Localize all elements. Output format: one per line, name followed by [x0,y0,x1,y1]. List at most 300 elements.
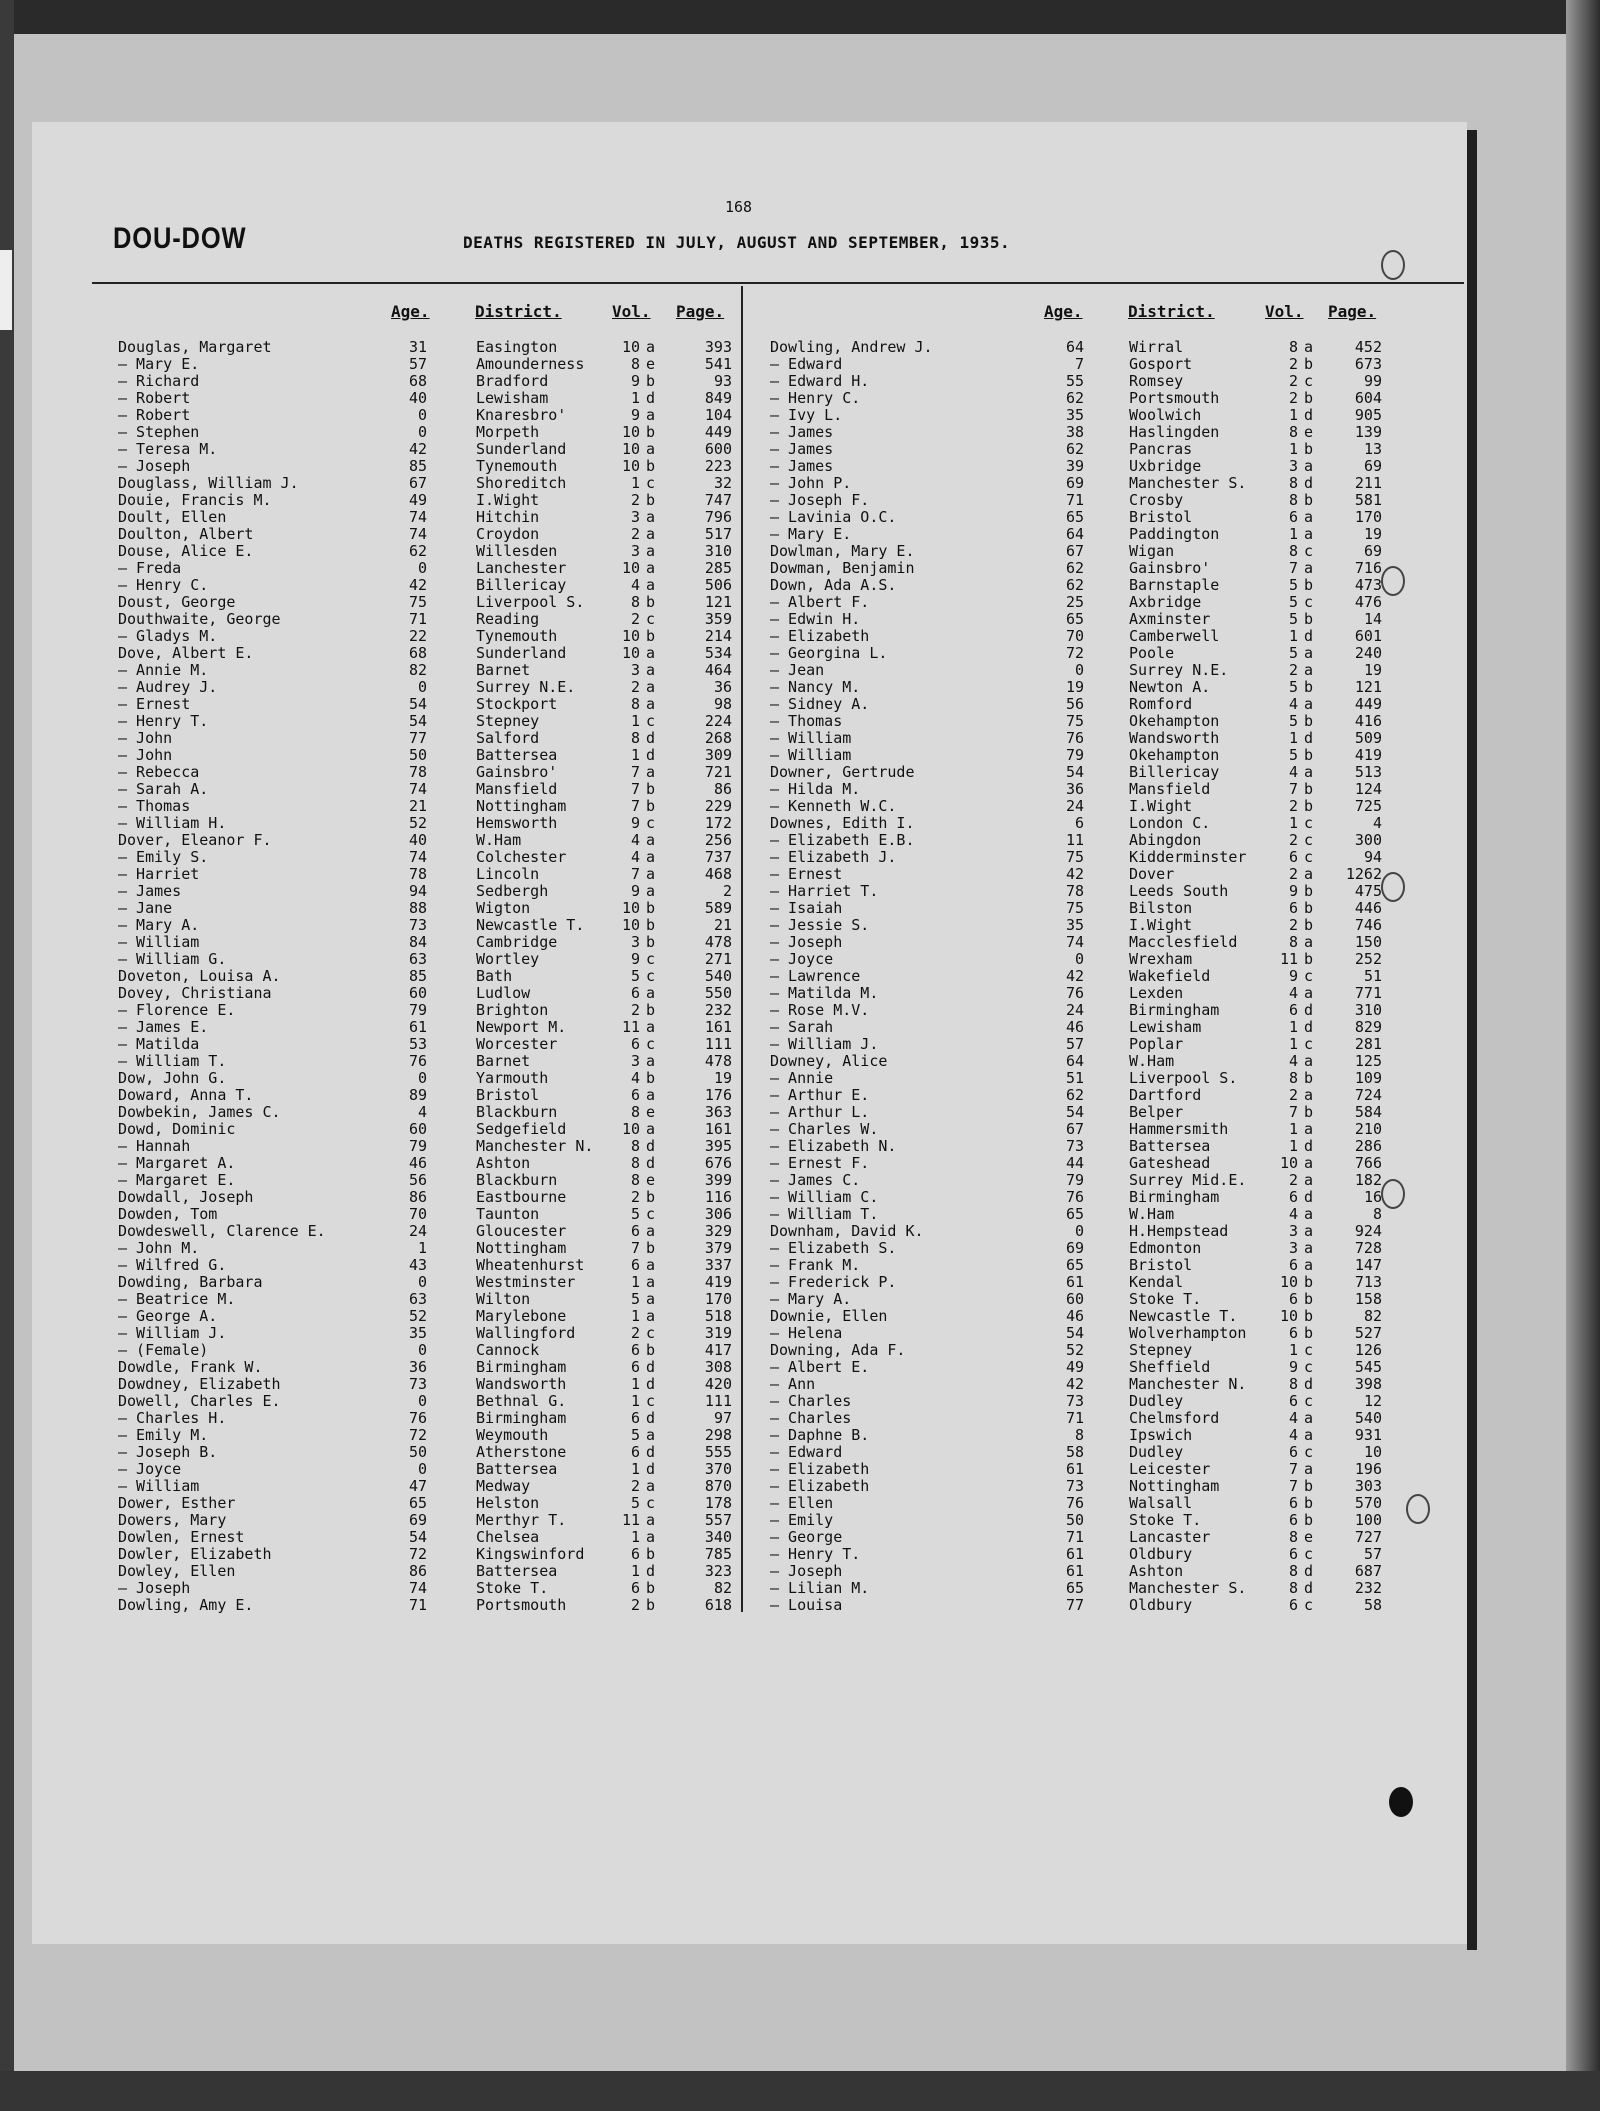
entry-page: 395 [704,1137,732,1155]
entry-volume: 8 [630,729,640,747]
register-entry [118,678,738,695]
index-code: DOU-DOW [113,222,247,255]
entry-age: 35 [1065,916,1084,934]
entry-page: 419 [1354,746,1382,764]
entry-volume: 10 [621,440,640,458]
entry-volume: 4 [630,1069,640,1087]
entry-age: 42 [408,576,427,594]
entry-name: — Emily S. [118,848,209,866]
entry-volume: 3 [630,508,640,526]
entry-name: — Matilda M. [770,984,879,1002]
entry-name: — James C. [770,1171,861,1189]
entry-age: 75 [1065,848,1084,866]
register-entry [770,610,1400,627]
entry-name: — Ivy L. [770,406,843,424]
entry-name: — William [118,1477,200,1495]
entry-age: 72 [408,1545,427,1563]
register-entry [770,508,1400,525]
register-entry [118,797,738,814]
register-entry [770,933,1400,950]
column-divider [741,286,743,1612]
entry-page: 268 [704,729,732,747]
entry-name: Dowell, Charles E. [118,1392,281,1410]
entry-age: 62 [1065,559,1084,577]
entry-age: 71 [1065,1409,1084,1427]
entry-name: — Mary A. [770,1290,852,1308]
register-entry [118,1273,738,1290]
entry-age: 68 [408,372,427,390]
entry-age: 67 [1065,542,1084,560]
entry-district: Poplar [1129,1035,1184,1053]
register-entry [770,1307,1400,1324]
entry-name: — Joseph F. [770,491,870,509]
entry-name: Downes, Edith I. [770,814,915,832]
entry-volume-section: d [1304,1579,1314,1597]
entry-page: 82 [713,1579,732,1597]
entry-volume: 10 [621,559,640,577]
entry-volume-section: b [1304,1494,1314,1512]
register-entry [770,848,1400,865]
entry-page: 527 [1354,1324,1382,1342]
entry-district: Newton A. [1129,678,1211,696]
entry-volume-section: a [646,1477,656,1495]
entry-age: 44 [1065,1154,1084,1172]
entry-page: 540 [1354,1409,1382,1427]
entry-name: — Charles H. [118,1409,227,1427]
entry-name: — Edward [770,1443,843,1461]
register-entry [770,1137,1400,1154]
entry-volume: 4 [1288,1205,1298,1223]
entry-age: 76 [1065,1494,1084,1512]
entry-age: 54 [1065,1103,1084,1121]
entry-volume: 1 [630,746,640,764]
entry-volume: 8 [1288,338,1298,356]
entry-district: Newcastle T. [1129,1307,1238,1325]
entry-volume: 2 [630,678,640,696]
entry-volume-section: a [646,984,656,1002]
register-entry [118,1443,738,1460]
entry-volume-section: a [1304,1239,1314,1257]
scan-bottom-edge [0,2071,1600,2111]
entry-name: — Frank M. [770,1256,861,1274]
entry-volume-section: b [646,372,656,390]
entry-name: — Charles W. [770,1120,879,1138]
entry-page: 214 [704,627,732,645]
entry-name: — Arthur L. [770,1103,870,1121]
entry-district: Bristol [1129,1256,1193,1274]
entry-age: 75 [408,593,427,611]
entry-name: — Elizabeth [770,1460,870,1478]
entry-volume: 3 [630,542,640,560]
entry-age: 54 [1065,763,1084,781]
entry-name: — Ernest F. [770,1154,870,1172]
entry-age: 58 [1065,1443,1084,1461]
register-entry [118,916,738,933]
register-entry [770,338,1400,355]
entry-page: 19 [1363,525,1382,543]
entry-volume-section: a [646,661,656,679]
entry-name: — Mary A. [118,916,200,934]
entry-volume: 1 [1288,1341,1298,1359]
entry-name: — Albert E. [770,1358,870,1376]
entry-district: Mansfield [476,780,558,798]
entry-page: 104 [704,406,732,424]
entry-page: 10 [1363,1443,1382,1461]
entry-age: 11 [1065,831,1084,849]
entry-volume-section: d [646,1154,656,1172]
entry-page: 147 [1354,1256,1382,1274]
entry-volume: 1 [630,1460,640,1478]
entry-district: Marylebone [476,1307,567,1325]
entry-page: 286 [1354,1137,1382,1155]
entry-page: 589 [704,899,732,917]
entry-volume: 7 [1288,559,1298,577]
entry-age: 50 [408,746,427,764]
entry-district: Wheatenhurst [476,1256,585,1274]
register-entry [118,1596,738,1613]
right-column [770,338,1400,1613]
entry-volume-section: b [646,1341,656,1359]
entry-name: Doulton, Albert [118,525,254,543]
register-entry [770,1103,1400,1120]
register-entry [770,627,1400,644]
register-entry [770,559,1400,576]
register-entry [770,1596,1400,1613]
entry-district: Sedbergh [476,882,549,900]
entry-age: 0 [417,1392,427,1410]
entry-volume: 2 [630,1001,640,1019]
entry-district: Ludlow [476,984,531,1002]
entry-volume: 6 [630,1086,640,1104]
entry-volume-section: a [646,1120,656,1138]
entry-district: Helston [476,1494,540,1512]
register-entry [118,644,738,661]
entry-name: — Edwin H. [770,610,861,628]
entry-volume: 5 [1288,593,1298,611]
entry-name: — Elizabeth N. [770,1137,897,1155]
entry-volume: 2 [630,610,640,628]
entry-volume-section: e [1304,1528,1314,1546]
entry-volume-section: a [646,1086,656,1104]
entry-district: Crosby [1129,491,1184,509]
entry-volume-section: b [1304,491,1314,509]
entry-district: Okehampton [1129,712,1220,730]
entry-volume: 6 [1288,899,1298,917]
entry-age: 0 [417,559,427,577]
entry-volume-section: b [646,780,656,798]
entry-name: — Elizabeth S. [770,1239,897,1257]
entry-volume-section: c [646,967,656,985]
entry-name: — Elizabeth J. [770,848,897,866]
entry-name: — Richard [118,372,200,390]
entry-age: 69 [1065,474,1084,492]
entry-age: 65 [1065,610,1084,628]
register-entry [770,1001,1400,1018]
entry-volume: 2 [630,491,640,509]
entry-name: — Lawrence [770,967,861,985]
entry-name: Douie, Francis M. [118,491,272,509]
entry-age: 56 [1065,695,1084,713]
entry-volume: 9 [1288,967,1298,985]
entry-name: — Kenneth W.C. [770,797,897,815]
entry-volume: 7 [1288,1103,1298,1121]
entry-district: Dartford [1129,1086,1202,1104]
entry-age: 57 [408,355,427,373]
entry-page: 178 [704,1494,732,1512]
entry-name: — William J. [118,1324,227,1342]
entry-volume: 2 [1288,1086,1298,1104]
entry-volume: 3 [630,661,640,679]
entry-district: Uxbridge [1129,457,1202,475]
entry-age: 60 [1065,1290,1084,1308]
entry-volume: 1 [630,1375,640,1393]
entry-page: 393 [704,338,732,356]
entry-volume: 6 [1288,1188,1298,1206]
register-entry [118,593,738,610]
entry-page: 545 [1354,1358,1382,1376]
entry-volume-section: d [646,746,656,764]
register-entry [118,848,738,865]
register-entry [118,1154,738,1171]
entry-page: 13 [1363,440,1382,458]
entry-volume: 4 [1288,984,1298,1002]
entry-name: — James E. [118,1018,209,1036]
entry-district: Romsey [1129,372,1184,390]
entry-age: 0 [417,1460,427,1478]
register-entry [118,1035,738,1052]
entry-district: Poole [1129,644,1175,662]
entry-volume: 8 [630,1103,640,1121]
register-entry [770,695,1400,712]
entry-name: — Henry T. [118,712,209,730]
entry-volume-section: d [646,1358,656,1376]
entry-name: Dowdle, Frank W. [118,1358,263,1376]
entry-page: 329 [704,1222,732,1240]
entry-name: — George A. [118,1307,218,1325]
entry-volume: 2 [630,1477,640,1495]
entry-page: 766 [1354,1154,1382,1172]
entry-district: Tynemouth [476,627,558,645]
entry-name: — John M. [118,1239,200,1257]
entry-volume-section: c [646,950,656,968]
entry-volume-section: b [1304,1307,1314,1325]
entry-name: — Joseph [118,457,191,475]
entry-district: Reading [476,610,540,628]
entry-age: 35 [408,1324,427,1342]
entry-volume-section: c [1304,1443,1314,1461]
entry-district: Atherstone [476,1443,567,1461]
entry-age: 0 [417,406,427,424]
entry-name: Doust, George [118,593,236,611]
entry-page: 93 [713,372,732,390]
entry-page: 1262 [1345,865,1382,883]
entry-age: 84 [408,933,427,951]
entry-page: 8 [1372,1205,1382,1223]
register-entry [770,1188,1400,1205]
register-entry [770,1018,1400,1035]
entry-volume: 10 [621,1120,640,1138]
entry-name: — Annie M. [118,661,209,679]
entry-page: 473 [1354,576,1382,594]
register-entry [118,491,738,508]
header-rule [92,282,1464,284]
entry-age: 1 [417,1239,427,1257]
entry-volume: 9 [630,372,640,390]
entry-name: — John P. [770,474,852,492]
entry-volume: 8 [630,355,640,373]
entry-volume: 1 [1288,406,1298,424]
register-entry [770,542,1400,559]
entry-volume-section: a [646,1426,656,1444]
entry-district: Merthyr T. [476,1511,567,1529]
entry-age: 64 [1065,525,1084,543]
entry-volume: 8 [1288,491,1298,509]
entry-volume: 8 [1288,474,1298,492]
entry-volume: 8 [630,1154,640,1172]
entry-age: 77 [1065,1596,1084,1614]
entry-volume: 5 [1288,610,1298,628]
entry-volume-section: a [1304,559,1314,577]
entry-volume-section: b [1304,712,1314,730]
entry-volume: 2 [1288,865,1298,883]
entry-volume: 5 [630,1494,640,1512]
entry-volume: 4 [1288,763,1298,781]
entry-age: 79 [1065,746,1084,764]
register-entry [118,1120,738,1137]
entry-page: 728 [1354,1239,1382,1257]
entry-page: 150 [1354,933,1382,951]
entry-volume-section: a [1304,1052,1314,1070]
entry-district: Wallingford [476,1324,576,1342]
entry-page: 69 [1363,542,1382,560]
entry-age: 65 [1065,1256,1084,1274]
entry-age: 42 [1065,967,1084,985]
entry-volume: 1 [630,1307,640,1325]
entry-district: Weymouth [476,1426,549,1444]
entry-volume-section: c [1304,814,1314,832]
entry-volume-section: d [646,1137,656,1155]
entry-volume-section: c [646,474,656,492]
entry-age: 0 [417,1341,427,1359]
entry-page: 725 [1354,797,1382,815]
register-entry [770,1511,1400,1528]
entry-age: 89 [408,1086,427,1104]
entry-name: — Florence E. [118,1001,236,1019]
entry-page: 478 [704,1052,732,1070]
binding-tab [0,250,12,330]
entry-name: Dowers, Mary [118,1511,227,1529]
entry-volume-section: b [646,491,656,509]
entry-district: Axbridge [1129,593,1202,611]
entry-page: 417 [704,1341,732,1359]
register-entry [770,1256,1400,1273]
entry-page: 124 [1354,780,1382,798]
register-entry [770,984,1400,1001]
entry-age: 73 [408,1375,427,1393]
entry-district: Dudley [1129,1443,1184,1461]
entry-volume-section: d [1304,1001,1314,1019]
register-entry [118,508,738,525]
entry-name: — Audrey J. [118,678,218,696]
entry-age: 73 [1065,1392,1084,1410]
entry-name: — William T. [770,1205,879,1223]
entry-age: 49 [408,491,427,509]
entry-page: 139 [1354,423,1382,441]
entry-name: — Charles [770,1409,852,1427]
entry-volume: 8 [1288,1562,1298,1580]
register-entry [118,967,738,984]
entry-page: 513 [1354,763,1382,781]
register-entry [118,831,738,848]
entry-volume-section: b [1304,882,1314,900]
entry-page: 541 [704,355,732,373]
entry-volume: 8 [1288,933,1298,951]
entry-name: Dowman, Benjamin [770,559,915,577]
register-entry [118,1460,738,1477]
entry-volume: 4 [1288,1426,1298,1444]
entry-volume-section: a [646,644,656,662]
register-entry [770,389,1400,406]
entry-volume-section: a [1304,1256,1314,1274]
entry-age: 55 [1065,372,1084,390]
entry-volume: 6 [630,1035,640,1053]
entry-district: Easington [476,338,558,356]
entry-volume-section: b [1304,1069,1314,1087]
entry-age: 76 [408,1052,427,1070]
entry-volume-section: a [1304,1205,1314,1223]
entry-district: Hammersmith [1129,1120,1229,1138]
entry-volume-section: c [646,1392,656,1410]
entry-name: — William G. [118,950,227,968]
entry-name: Dowdeswell, Clarence E. [118,1222,326,1240]
entry-volume: 6 [1288,1443,1298,1461]
entry-page: 14 [1363,610,1382,628]
entry-district: Surrey N.E. [1129,661,1229,679]
register-entry [770,899,1400,916]
entry-district: Stepney [476,712,540,730]
entry-age: 54 [1065,1324,1084,1342]
entry-page: 398 [1354,1375,1382,1393]
entry-volume-section: d [1304,1375,1314,1393]
entry-volume-section: e [646,1103,656,1121]
entry-volume-section: b [1304,899,1314,917]
register-entry [770,1086,1400,1103]
entry-district: Barnet [476,1052,531,1070]
entry-page: 126 [1354,1341,1382,1359]
entry-page: 51 [1363,967,1382,985]
entry-page: 420 [704,1375,732,1393]
register-entry [770,831,1400,848]
entry-page: 111 [704,1035,732,1053]
entry-name: — Jane [118,899,173,917]
register-entry [118,746,738,763]
register-entry [770,491,1400,508]
entry-name: — George [770,1528,843,1546]
register-entry [118,1052,738,1069]
entry-volume: 7 [630,763,640,781]
entry-district: Axminster [1129,610,1211,628]
entry-page: 271 [704,950,732,968]
register-entry [770,797,1400,814]
entry-name: — Edward [770,355,843,373]
entry-district: Croydon [476,525,540,543]
entry-age: 60 [408,984,427,1002]
entry-age: 42 [1065,1375,1084,1393]
entry-age: 85 [408,457,427,475]
entry-volume: 6 [1288,1545,1298,1563]
entry-volume-section: b [646,1596,656,1614]
entry-volume: 6 [1288,1511,1298,1529]
